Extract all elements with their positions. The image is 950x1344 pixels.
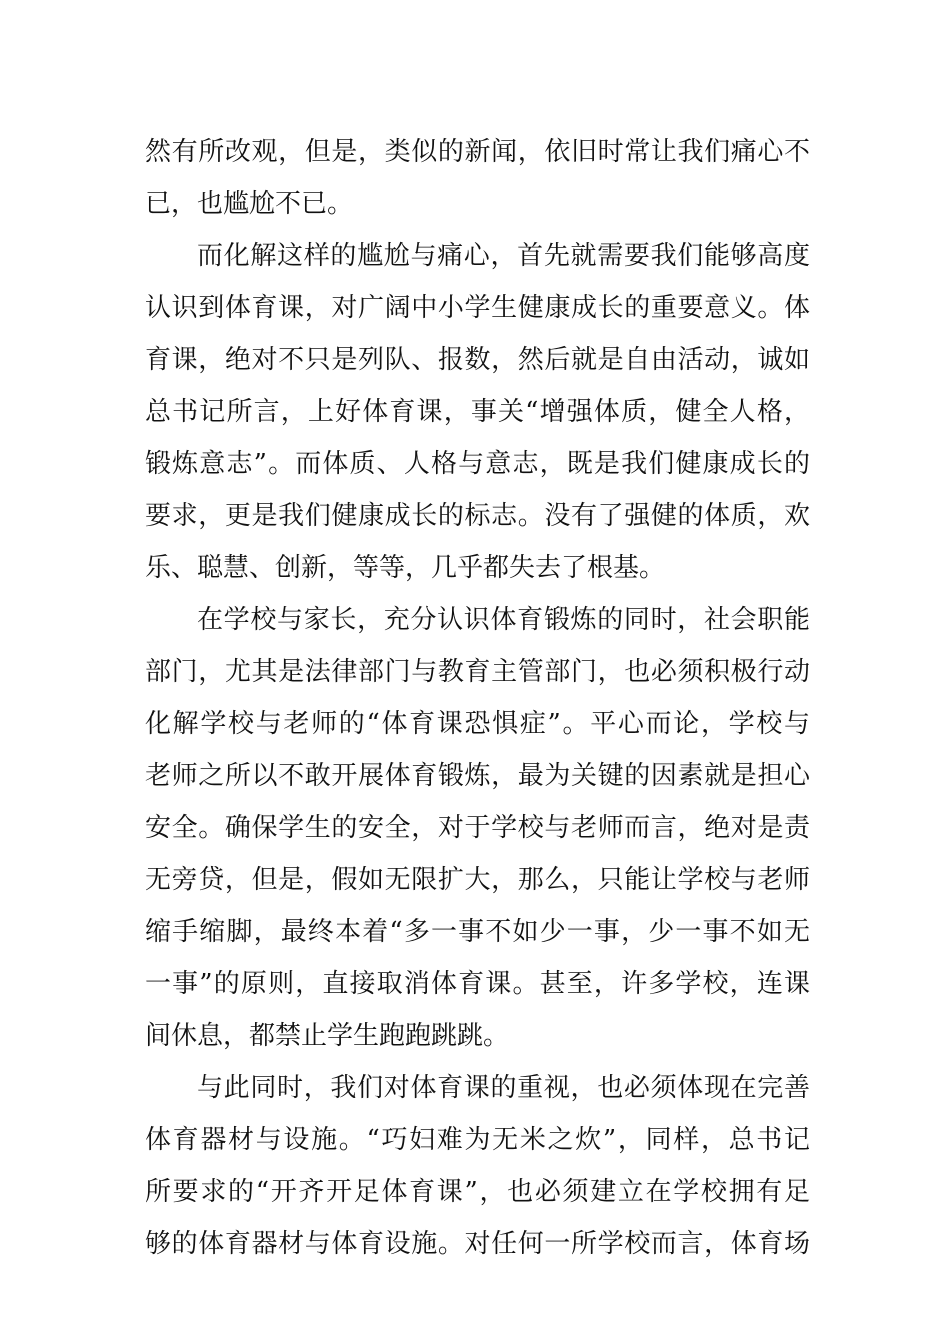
text-line: 总书记所言，上好体育课，事关“增强体质，健全人格， — [145, 397, 810, 427]
text-line: 而化解这样的尴尬与痛心，首先就需要我们能够高度 — [197, 241, 810, 271]
text-line: 间休息，都禁止学生跑跑跳跳。 — [145, 1021, 510, 1051]
text-line: 认识到体育课，对广阔中小学生健康成长的重要意义。体 — [145, 293, 810, 323]
text-line: 化解学校与老师的“体育课恐惧症”。平心而论，学校与 — [145, 709, 810, 739]
text-line: 老师之所以不敢开展体育锻炼，最为关键的因素就是担心 — [145, 761, 810, 791]
text-line: 要求，更是我们健康成长的标志。没有了强健的体质，欢 — [145, 501, 810, 531]
text-line: 一事”的原则，直接取消体育课。甚至，许多学校，连课 — [145, 969, 810, 999]
text-line: 然有所改观，但是，类似的新闻，依旧时常让我们痛心不 — [145, 137, 810, 167]
article-body — [145, 126, 810, 1270]
text-line: 体育器材与设施。“巧妇难为无米之炊”，同样，总书记 — [145, 1125, 810, 1155]
text-line: 部门，尤其是法律部门与教育主管部门，也必须积极行动 — [145, 657, 810, 687]
text-line: 育课，绝对不只是列队、报数，然后就是自由活动，诚如 — [145, 345, 810, 375]
text-line: 所要求的“开齐开足体育课”，也必须建立在学校拥有足 — [145, 1177, 810, 1207]
text-line: 无旁贷，但是，假如无限扩大，那么，只能让学校与老师 — [145, 865, 810, 895]
text-line: 已，也尴尬不已。 — [145, 189, 354, 219]
text-line: 够的体育器材与体育设施。对任何一所学校而言，体育场 — [145, 1229, 810, 1259]
text-line: 与此同时，我们对体育课的重视，也必须体现在完善 — [197, 1073, 810, 1103]
text-line: 安全。确保学生的安全，对于学校与老师而言，绝对是责 — [145, 813, 810, 843]
text-line: 在学校与家长，充分认识体育锻炼的同时，社会职能 — [197, 605, 810, 635]
text-line: 锻炼意志”。而体质、人格与意志，既是我们健康成长的 — [145, 449, 810, 479]
text-line: 缩手缩脚，最终本着“多一事不如少一事，少一事不如无 — [145, 917, 810, 947]
text-line: 乐、聪慧、创新，等等，几乎都失去了根基。 — [145, 553, 666, 583]
